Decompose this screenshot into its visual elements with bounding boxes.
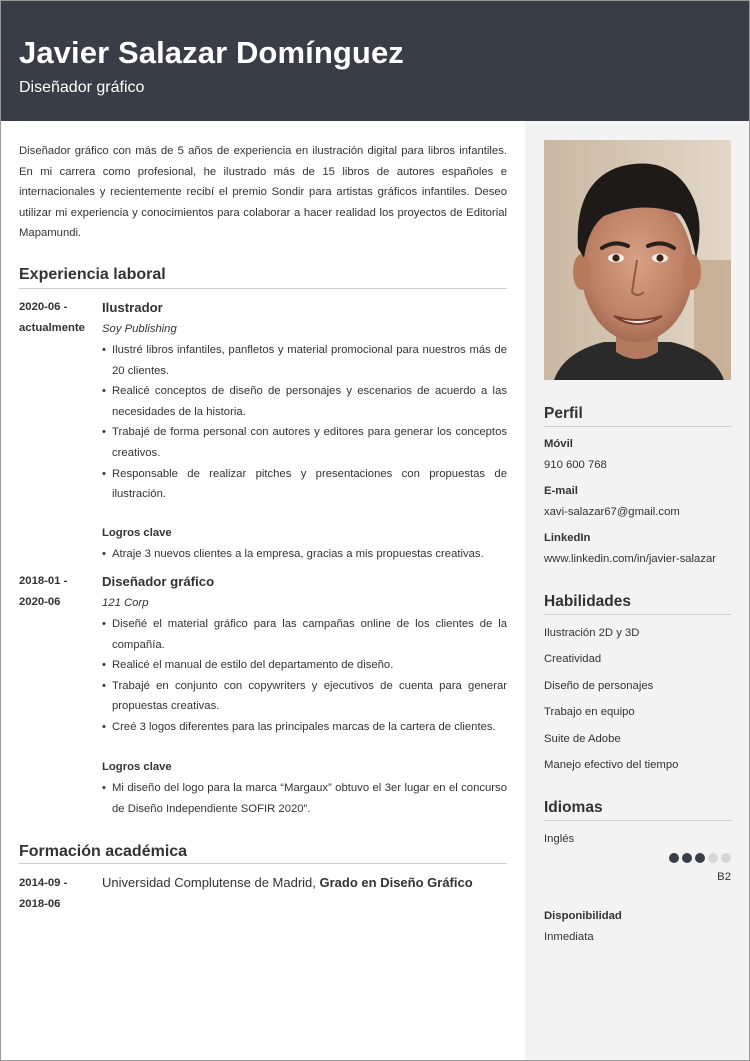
job-1-bullets bbox=[102, 340, 507, 505]
list-item: • Atraje 3 nuevos clientes a la empresa, gracias a mis propuestas creativas. bbox=[102, 544, 507, 565]
skill-item: Ilustración 2D y 3D bbox=[544, 627, 640, 639]
education-institution: Universidad Complutense de Madrid, bbox=[102, 875, 316, 890]
list-item: • Ilustré libros infantiles, panfletos y material promocional para nuestros más de 20 clientes. bbox=[102, 340, 507, 381]
list-item: • Creé 3 logos diferentes para las principales marcas de la cartera de clientes. bbox=[102, 717, 507, 738]
availability-label: Disponibilidad bbox=[544, 910, 622, 922]
skill-item: Trabajo en equipo bbox=[544, 706, 635, 718]
list-item: • Realicé el manual de estilo del departamento de diseño. bbox=[102, 655, 507, 676]
rating-dot bbox=[682, 853, 692, 863]
job-2-achievements bbox=[102, 778, 507, 819]
languages-heading: Idiomas bbox=[544, 799, 603, 816]
language-level: B2 bbox=[717, 871, 731, 883]
job-2-achievements-label: Logros clave bbox=[102, 761, 172, 773]
summary-paragraph: Diseñador gráfico con más de 5 años de experiencia en ilustración digital para libros infantiles. En mi carrera como profesional, he ilustrado más de 15 libros de autores españoles e internacionales y recientemente recibí el premio Sondir para artistas gráficos infantiles. Deseo utilizar mi experiencia y conocimientos para colaborar a hacer realidad los proyectos de Editorial Mapamundi. bbox=[19, 145, 507, 240]
languages-divider bbox=[544, 820, 731, 821]
job-1-date-start: 2020-06 - bbox=[19, 301, 68, 313]
rating-dot bbox=[695, 853, 705, 863]
education-date-end: 2018-06 bbox=[19, 898, 61, 910]
profile-divider bbox=[544, 426, 731, 427]
experience-heading: Experiencia laboral bbox=[19, 266, 166, 283]
list-item: • Realicé conceptos de diseño de personajes y escenarios de acuerdo a las necesidades de la historia. bbox=[102, 381, 507, 422]
availability-value: Inmediata bbox=[544, 931, 594, 943]
rating-dot bbox=[721, 853, 731, 863]
education-divider bbox=[19, 863, 507, 864]
rating-dot bbox=[708, 853, 718, 863]
skill-item: Suite de Adobe bbox=[544, 733, 621, 745]
rating-dot bbox=[669, 853, 679, 863]
language-name: Inglés bbox=[544, 833, 575, 845]
list-item: • Responsable de realizar pitches y presentaciones con propuestas de ilustración. bbox=[102, 464, 507, 505]
candidate-name: Javier Salazar Domínguez bbox=[19, 35, 404, 70]
profile-heading: Perfil bbox=[544, 405, 583, 422]
education-heading: Formación académica bbox=[19, 843, 188, 860]
skill-item: Diseño de personajes bbox=[544, 680, 654, 692]
job-1-achievements bbox=[102, 544, 507, 565]
skill-item: Manejo efectivo del tiempo bbox=[544, 759, 679, 771]
job-1-achievements-label: Logros clave bbox=[102, 527, 172, 539]
job-2-company: 121 Corp bbox=[102, 597, 149, 609]
email-value: xavi-salazar67@gmail.com bbox=[544, 506, 680, 518]
list-item: • Diseñé el material gráfico para las campañas online de los clientes de la compañía. bbox=[102, 614, 507, 655]
resume-header bbox=[1, 1, 749, 121]
portrait-image bbox=[544, 140, 731, 380]
list-item: • Trabajé de forma personal con autores y editores para generar los conceptos creativos. bbox=[102, 422, 507, 463]
job-2-date-start: 2018-01 - bbox=[19, 575, 68, 587]
skill-item: Creatividad bbox=[544, 653, 602, 665]
phone-label: Móvil bbox=[544, 438, 573, 450]
list-item: • Mi diseño del logo para la marca “Margaux” obtuvo el 3er lugar en el concurso de Diseño Independiente SOFIR 2020”. bbox=[102, 778, 507, 819]
experience-divider bbox=[19, 288, 507, 289]
linkedin-label: LinkedIn bbox=[544, 532, 591, 544]
job-1-company: Soy Publishing bbox=[102, 323, 177, 335]
skills-heading: Habilidades bbox=[544, 593, 631, 610]
education-entry bbox=[102, 875, 473, 890]
skills-divider bbox=[544, 614, 731, 615]
language-rating bbox=[669, 853, 733, 864]
job-2-date-end: 2020-06 bbox=[19, 596, 61, 608]
education-degree: Grado en Diseño Gráfico bbox=[319, 875, 473, 890]
candidate-title: Diseñador gráfico bbox=[19, 79, 145, 96]
email-label: E-mail bbox=[544, 485, 578, 497]
linkedin-value: www.linkedin.com/in/javier-salazar bbox=[544, 553, 717, 565]
education-date-start: 2014-09 - bbox=[19, 877, 68, 889]
job-1-date-end: actualmente bbox=[19, 322, 85, 334]
sidebar bbox=[525, 121, 749, 1060]
list-item: • Trabajé en conjunto con copywriters y ejecutivos de cuenta para generar propuestas creativas. bbox=[102, 676, 507, 717]
job-2-bullets bbox=[102, 614, 507, 738]
profile-photo bbox=[544, 140, 731, 380]
job-2-title: Diseñador gráfico bbox=[102, 574, 215, 589]
phone-value: 910 600 768 bbox=[544, 459, 607, 471]
job-1-title: Ilustrador bbox=[102, 300, 163, 315]
